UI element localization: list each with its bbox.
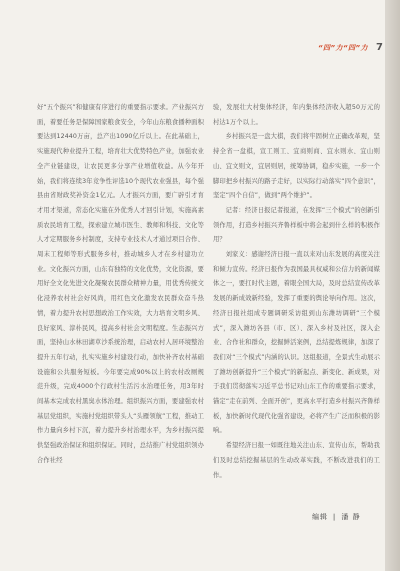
paragraph: 记者：经济日报记者报道，在发挥“三个模式”的创新引领作用，打造乡村振兴齐鲁样板中将会起到什么样的积极作用？ [213,206,380,244]
editor-separator: ❘ [331,513,339,521]
page-spine [385,0,400,571]
paragraph: 刘家义：感谢经济日报一直以来对山东发展的高度关注和倾力宣传。经济日报作为我国最具权威和公信力的新闻媒体之一，要扛时代主题，着眼全国大局，及时总结宣传改革发展的新成效新经验，发挥了重要的舆论导向作用。这次，经济日报社组成专题调研采访组到山东潍坊调研“三个模式”，深入潍坊各县（市、区）、深入乡村及社区，深入企业、合作社和群众，挖掘鲜活案例，总结提炼规律，加深了我们对“三个模式”内涵的认识。这组报道，全景式生动展示了潍坊创新提升“三个模式”的新起点、新变化、新成果，对于我们贯彻落实习近平总书记对山东工作的重要指示要求，锚定“走在前列、全面开创”，更高水平打造乡村振兴齐鲁样板，加快新时代现代化强省建设，必将产生广泛而积极的影响。 [213,251,380,435]
paragraph: 希望经济日报一如既往地关注山东、宣传山东，帮助我们及时总结挖掘基层的生动改革实践，不断改进我们的工作。 [213,442,380,479]
left-column [37,101,204,469]
paragraph: 乡村振兴是一盘大棋，我们将牢固树立正确改革观，坚持全省一盘棋，宣工则工、宜商则商、宜水则水、宜山则山、宜文则文，宜居则居，统筹协调，稳步实施，一步一个脚印把乡村振兴的路子走好，以实际行动落实“四个意识”，坚定“四个自信”，做到“两个维护”。 [213,133,380,200]
right-column [213,101,380,483]
editor-credit [312,512,361,522]
page-header [318,42,383,53]
editor-name: 潘 静 [341,513,361,521]
paragraph: 验，发展壮大村集体经济，年内集体经济收入超50万元的村达1万个以上。 [213,104,380,126]
editor-label: 编辑 [312,513,328,521]
section-title: “四”力“四”力 [318,44,369,52]
paragraph: 好“五个振兴”和健康有序进行的重要指示要求。产业振兴方面，着要任务是保障国家粮食安全，今年山东粮食播种面积要达到12440万亩，总产出1090亿斤以上。在此基础上，实施现代种业提升工程，培育壮大优势特色产业，加强农业全产业链建设，让农民更多分享产业增值收益。从今年开始，我们将连续3年竞争性评选10个现代农业强县，每个强县由省财政奖补资金1亿元。人才振兴方面，要广辟引才育才用才渠道，常态化实施在外优秀人才回引计划，实施高素质农民培育工程，探索建立城市医生、教师和科技、文化等人才定期服务乡村制度，支持专业技术人才通过项目合作、周末工程师等形式服务乡村，推动城乡人才在乡村建功立业。文化振兴方面，山东有独特的文化优势，文化资源，要用好全文化先进文化凝聚农民群众精神力量，用优秀传统文化浸养农村社会好风尚，用红色文化激发农民群众奋斗热情，着力提升农村思想政治工作实效，大力培育文明乡风、良好家风、淳朴民风，提高乡村社会文明程度。生态振兴方面，坚持山水林田湖草沙系统治理，启动农村人居环境整治提升五年行动，扎实实施乡村建设行动，加快补齐农村基础设施和公共服务短板。今年要完成90%以上的农村改厕规范升级，完成4000个行政村生活污水治理任务，用3年时间基本完成农村黑臭水体治理。组织振兴方面，要建强农村基层党组织，实施村党组织带头人“头雁领航”工程，推动工作力量向乡村下沉，着力提升乡村治理水平，为乡村振兴提供坚强政治保证和组织保证。同时，总结推广村党组织领办合作社经 [37,104,204,464]
page-number: 7 [376,42,384,53]
